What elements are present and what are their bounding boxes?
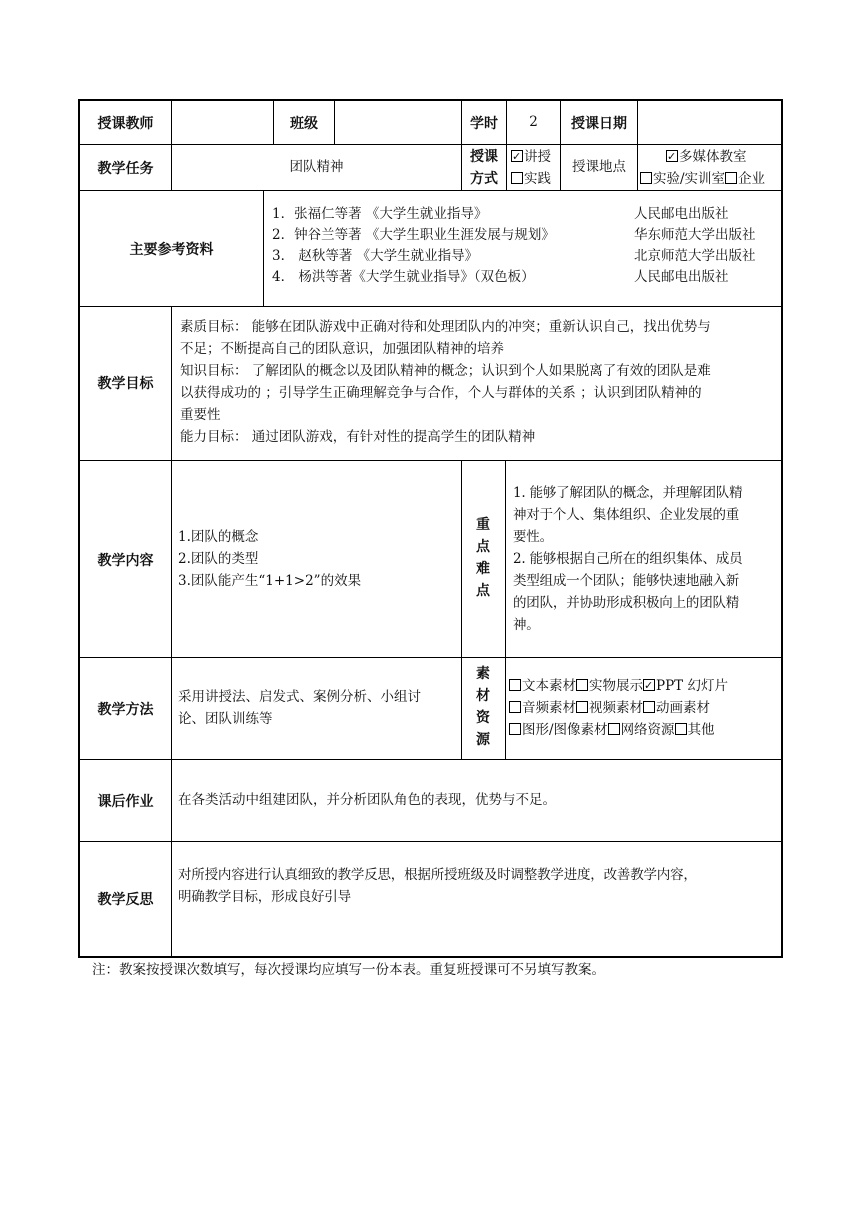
resource-row xyxy=(509,675,781,697)
key-line: 神对于个人、集体组织、企业发展的重 xyxy=(513,507,740,523)
content-label: 教学内容 xyxy=(97,553,154,569)
content-list xyxy=(178,526,458,592)
resource-option-label: 文本素材 xyxy=(522,678,576,694)
key-line: 类型组成一个团队；能够快速地融入新 xyxy=(513,573,740,589)
key-line: 的团队，并协助形成积极向上的团队精 xyxy=(513,595,740,611)
resource-option-label: 音频素材 xyxy=(522,700,576,716)
checkbox-empty-icon[interactable] xyxy=(725,172,737,184)
reference-item: 2．钟谷兰等著 《大学生职业生涯发展与规划》 xyxy=(272,227,555,243)
checkbox-checked-icon[interactable] xyxy=(643,679,655,691)
resource-row xyxy=(509,697,781,719)
mode-option-lecture[interactable] xyxy=(511,146,561,168)
checkbox-checked-icon[interactable] xyxy=(511,150,523,162)
resource-option-audio[interactable] xyxy=(509,700,576,716)
resource-option-label: 网络资源 xyxy=(620,722,675,738)
mode-label-line-2: 方式 xyxy=(470,171,498,187)
checkbox-empty-icon[interactable] xyxy=(608,723,620,735)
reflection-label: 教学反思 xyxy=(97,892,154,908)
resource-option-text[interactable] xyxy=(509,678,576,694)
key-label-char: 难 xyxy=(476,561,490,577)
checkbox-empty-icon[interactable] xyxy=(640,172,652,184)
resource-option-label: 实物展示 xyxy=(589,678,643,694)
resource-option-label: PPT 幻灯片 xyxy=(656,678,728,694)
checkbox-empty-icon[interactable] xyxy=(643,701,655,713)
reference-publisher: 人民邮电出版社 xyxy=(634,206,729,222)
resource-row xyxy=(509,719,781,741)
reference-item: 4． 杨洪等著《大学生就业指导》（双色板） xyxy=(272,269,535,285)
checkbox-empty-icon[interactable] xyxy=(576,701,588,713)
place-option-multimedia[interactable] xyxy=(640,146,782,168)
task-label: 教学任务 xyxy=(97,161,154,177)
reflection-line: 明确教学目标，形成良好引导 xyxy=(178,889,351,905)
place-options xyxy=(640,146,782,190)
checkbox-empty-icon[interactable] xyxy=(509,723,521,735)
checkbox-empty-icon[interactable] xyxy=(576,679,588,691)
key-line: 神。 xyxy=(513,617,540,633)
date-label: 授课日期 xyxy=(571,116,627,132)
footnote: 注：教案按授课次数填写，每次授课均应填写一份本表。重复班授课可不另填写教案。 xyxy=(92,962,605,978)
place-option-row-2 xyxy=(640,168,782,190)
key-line: 1. 能够了解团队的概念，并理解团队精 xyxy=(513,485,743,501)
content-item: 3.团队能产生“1+1>2”的效果 xyxy=(178,573,362,589)
objectives-line: 知识目标： 了解团队的概念以及团队精神的概念；认识到个人如果脱离了有效的团队是难 xyxy=(180,363,711,379)
resource-label-char: 源 xyxy=(476,732,490,748)
content-item: 1.团队的概念 xyxy=(178,529,259,545)
hours-value[interactable]: 2 xyxy=(529,114,538,130)
place-option-label: 实验/实训室 xyxy=(653,171,726,187)
resource-option-other[interactable] xyxy=(675,722,715,738)
reference-publisher: 华东师范大学出版社 xyxy=(634,227,756,243)
resource-label-char: 素 xyxy=(476,666,490,682)
objectives-line: 能力目标： 通过团队游戏，有针对性的提高学生的团队精神 xyxy=(180,429,536,445)
resource-label-char: 资 xyxy=(476,710,490,726)
objectives-text xyxy=(180,316,780,448)
place-option-label: 企业 xyxy=(738,171,766,187)
resource-label-char: 材 xyxy=(476,688,490,704)
resource-option-label: 图形/图像素材 xyxy=(522,722,608,738)
resource-option-web[interactable] xyxy=(608,722,675,738)
reflection-line: 对所授内容进行认真细致的教学反思，根据所授班级及时调整教学进度，改善教学内容， xyxy=(178,867,697,883)
mode-label xyxy=(462,146,506,190)
key-line: 2. 能够根据自己所在的组织集体、成员 xyxy=(513,551,743,567)
objectives-line: 素质目标： 能够在团队游戏中正确对待和处理团队内的冲突；重新认识自己，找出优势与 xyxy=(180,319,711,335)
references-list xyxy=(272,204,632,288)
place-option-company[interactable] xyxy=(725,171,765,187)
resource-option-animation[interactable] xyxy=(643,700,710,716)
key-points-label xyxy=(473,514,493,602)
resource-option-video[interactable] xyxy=(576,700,643,716)
reference-publisher: 北京师范大学出版社 xyxy=(634,248,756,264)
teacher-label: 授课教师 xyxy=(97,116,154,132)
resource-option-object[interactable] xyxy=(576,678,643,694)
checkbox-checked-icon[interactable] xyxy=(666,150,678,162)
reference-item: 1．张福仁等著 《大学生就业指导》 xyxy=(272,206,488,222)
class-label: 班级 xyxy=(290,116,318,132)
reflection-text[interactable] xyxy=(178,864,778,908)
hours-label: 学时 xyxy=(470,116,498,132)
mode-label-line-1: 授课 xyxy=(470,149,498,165)
resource-option-ppt[interactable] xyxy=(643,678,728,694)
method-line: 论、团队训练等 xyxy=(178,711,273,727)
objectives-line: 以获得成功的 ；引导学生正确理解竞争与合作，个人与群体的关系 ；认识到团队精神的 xyxy=(180,385,702,401)
references-label: 主要参考资料 xyxy=(129,242,214,258)
method-text xyxy=(178,686,460,730)
reference-publisher: 人民邮电出版社 xyxy=(634,269,729,285)
checkbox-empty-icon[interactable] xyxy=(509,679,521,691)
mode-option-label: 讲授 xyxy=(524,149,551,165)
homework-label: 课后作业 xyxy=(97,794,154,810)
objectives-line: 不足；不断提高自己的团队意识，加强团队精神的培养 xyxy=(180,341,504,357)
mode-option-label: 实践 xyxy=(524,171,551,187)
references-publishers xyxy=(634,204,780,288)
reference-item: 3． 赵秋等著 《大学生就业指导》 xyxy=(272,248,479,264)
place-label: 授课地点 xyxy=(572,159,626,175)
content-item: 2.团队的类型 xyxy=(178,551,259,567)
objectives-label: 教学目标 xyxy=(97,376,154,392)
homework-value[interactable]: 在各类活动中组建团队，并分析团队角色的表现，优势与不足。 xyxy=(178,792,556,808)
key-label-char: 点 xyxy=(476,583,490,599)
resources-label xyxy=(473,663,493,751)
mode-option-practice[interactable] xyxy=(511,168,561,190)
task-value[interactable]: 团队精神 xyxy=(289,159,344,175)
resource-option-image[interactable] xyxy=(509,722,608,738)
key-label-char: 点 xyxy=(476,539,490,555)
checkbox-empty-icon[interactable] xyxy=(675,723,687,735)
key-label-char: 重 xyxy=(476,517,490,533)
method-line: 采用讲授法、启发式、案例分析、小组讨 xyxy=(178,689,421,705)
place-option-label: 多媒体教室 xyxy=(679,149,747,165)
key-line: 要性。 xyxy=(513,529,553,545)
mode-options xyxy=(511,146,561,190)
resource-option-label: 其他 xyxy=(687,722,715,738)
resource-option-label: 视频素材 xyxy=(589,700,643,716)
resources-options xyxy=(509,675,781,741)
checkbox-empty-icon[interactable] xyxy=(511,172,523,184)
objectives-line: 重要性 xyxy=(180,407,221,423)
place-option-lab[interactable] xyxy=(640,171,725,187)
resource-option-label: 动画素材 xyxy=(656,700,710,716)
checkbox-empty-icon[interactable] xyxy=(509,701,521,713)
key-points-text xyxy=(513,482,781,636)
method-label: 教学方法 xyxy=(97,702,154,718)
